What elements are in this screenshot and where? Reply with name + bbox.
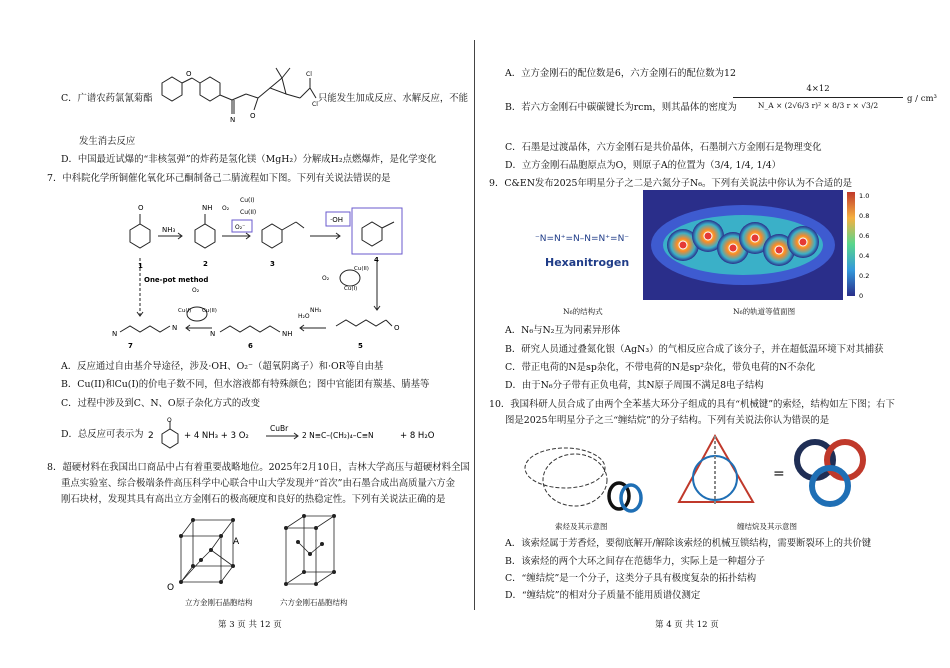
- density-formula: [733, 84, 903, 111]
- n6-formula: ⁻N=N⁺=N–N=N⁺=N⁻: [535, 234, 630, 244]
- density-unit: g / cm³: [907, 94, 937, 104]
- atom-a-label: A: [233, 537, 240, 547]
- eq-coefficient: 2: [148, 431, 154, 441]
- q9-stem: 9．C&EN发布2025年明星分子之二是六氮分子N₆。下列有关说法中你认为不合适的是: [489, 178, 852, 189]
- density-denominator: N_A × (2√6/3 r)² × 8/3 r × √3/2: [757, 101, 879, 110]
- q10-option-c: C．“缠结烷”是一个分子，这类分子具有极度复杂的拓扑结构: [505, 573, 757, 584]
- o2-mid-label: O₂: [192, 287, 200, 294]
- knot-structure: [675, 426, 875, 521]
- q8-stem-3: 刚石块材，发现其具有高出立方金刚石的极高硬度和良好的热稳定性。下列有关说法正确的是: [61, 494, 446, 505]
- cu1-top-label: Cu(I): [240, 197, 255, 204]
- q6-option-c-lead: C．广谱农药氯氰菊酯: [61, 93, 153, 104]
- catenane-structure: [515, 428, 645, 518]
- svg-text:N: N: [172, 324, 178, 332]
- svg-text:O: O: [394, 324, 400, 332]
- compound-5-label: 5: [358, 342, 363, 350]
- colorbar-tick-0: 1.0: [859, 192, 870, 200]
- cu1-right-label: Cu(I): [344, 286, 358, 292]
- cubic-diamond-cell: [165, 508, 245, 594]
- right-page-footer: 第 4 页 共 12 页: [655, 620, 719, 630]
- q7-option-d: D．总反应可表示为: [61, 429, 144, 440]
- svg-text:Cl: Cl: [306, 71, 312, 78]
- colorbar-tick-4: 0.2: [859, 272, 870, 280]
- h2o-label: H₂O: [298, 313, 310, 320]
- eq-product: 2 N≡C–(CH₂)₄–C≡N: [302, 431, 374, 440]
- compound-6-label: 6: [248, 342, 253, 350]
- q7-stem: 7．中科院化学所铜催化氧化环己酮制备己二腈流程如下图。下列有关说法错误的是: [47, 173, 391, 184]
- eq-reactants: + 4 NH₃ + 3 O₂: [184, 431, 249, 441]
- svg-text:N: N: [210, 330, 216, 338]
- nh3-bottom-label: NH₃: [310, 307, 322, 314]
- cu2-right-label: Cu(II): [354, 266, 369, 272]
- q6-option-c-tail: 只能发生加成反应、水解反应，不能: [318, 93, 469, 104]
- colorbar: [847, 190, 887, 300]
- cu1-mid-label: Cu(I): [178, 308, 192, 314]
- caption-hexagonal-diamond: 六方金刚石晶胞结构: [280, 598, 348, 607]
- q8-option-b: B．若六方金刚石中碳碳键长为rcm，则其晶体的密度为: [505, 102, 737, 113]
- o2-right-label: O₂: [322, 275, 330, 282]
- q7-option-a: A．反应通过自由基介导途径，涉及·OH、O₂⁻（超氧阴离子）和·OR等自由基: [61, 361, 384, 372]
- svg-text:O: O: [138, 204, 144, 212]
- eq-water: + 8 H₂O: [400, 431, 435, 441]
- q9-option-c: C．带正电荷的N是sp杂化，不带电荷的N是sp²杂化，带负电荷的N不杂化: [505, 362, 816, 373]
- q10-stem-1: 10．我国科研人员合成了由两个全苯基大环分子组成的具有“机械键”的索烃，结构如左下图；右下: [489, 399, 895, 410]
- hexagonal-diamond-cell: [276, 508, 346, 594]
- n6-orbital-map: [643, 190, 843, 300]
- q10-stem-2: 图是2025年明星分子之三“缠结烷”的分子结构。下列有关说法你认为错误的是: [505, 415, 830, 426]
- cu2-top-label: Cu(II): [240, 209, 257, 216]
- q7-reaction-scheme: [100, 188, 430, 353]
- right-page: [475, 0, 950, 668]
- caption-cubic-diamond: 立方金刚石晶胞结构: [185, 598, 253, 607]
- colorbar-tick-5: 0: [859, 292, 864, 300]
- caption-knot: 缠结烷及其示意图: [737, 522, 797, 531]
- svg-text:NH: NH: [282, 330, 293, 338]
- caption-n6-orbital: N₆的轨道等值面图: [733, 307, 796, 316]
- colorbar-tick-1: 0.8: [859, 212, 870, 220]
- compound-1-label: 1: [138, 262, 143, 270]
- svg-text:NH: NH: [202, 204, 213, 212]
- eq-catalyst: CuBr: [270, 424, 289, 433]
- density-numerator: 4×12: [806, 84, 830, 94]
- oh-label: ·OH: [330, 216, 343, 224]
- one-pot-label: One-pot method: [144, 276, 209, 284]
- left-page-footer: 第 3 页 共 12 页: [218, 620, 282, 630]
- caption-n6-structure: N₆的结构式: [563, 307, 603, 316]
- q9-option-d: D．由于N₆分子带有正负电荷，其N原子周围不满足8电子结构: [505, 380, 764, 391]
- q10-option-d: D．“缠结烷”的相对分子质量不能用质谱仪测定: [505, 590, 701, 601]
- q7-option-b: B．Cu(II)和Cu(I)的价电子数不同，但水溶液都有特殊颜色；图中官能团有羰基、腈基等: [61, 379, 430, 390]
- svg-text:O: O: [186, 70, 192, 78]
- q10-option-b: B．该索烃的两个大环之间存在范德华力，实际上是一种超分子: [505, 556, 766, 567]
- cypermethrin-structure: [150, 58, 320, 128]
- o2-minus-label: O₂⁻: [235, 224, 246, 231]
- compound-4-label: 4: [374, 256, 379, 264]
- svg-text:N: N: [112, 330, 118, 338]
- q10-option-a: A．该索烃属于芳香烃，要彻底解开/解除该索烃的机械互锁结构，需要断裂环上的共价键: [505, 538, 872, 549]
- q8-stem-1: 8．超硬材料在我国出口商品中占有着重要战略地位。2025年2月10日，吉林大学高压与超硬材料全国: [47, 462, 470, 473]
- nh3-label: NH₃: [162, 226, 176, 234]
- q6-option-d: D．中国最近试爆的“非核氢弹”的炸药是氢化镁（MgH₂）分解成H₂点燃爆炸，是化学变化: [61, 154, 437, 165]
- q8-option-d: D．立方金刚石晶胞原点为O，则原子A的位置为（3/4, 1/4, 1/4）: [505, 160, 782, 171]
- svg-text:O: O: [250, 112, 256, 120]
- hexanitrogen-name: Hexanitrogen: [545, 256, 630, 269]
- compound-7-label: 7: [128, 342, 133, 350]
- compound-3-label: 3: [270, 260, 275, 268]
- equals-sign: =: [773, 466, 785, 482]
- q8-option-c: C．石墨是过渡晶体，六方金刚石是共价晶体，石墨制六方金刚石是物理变化: [505, 142, 822, 153]
- q9-option-b: B．研究人员通过叠氮化银（AgN₃）的气相反应合成了该分子，并在超低温环境下对其捕获: [505, 344, 884, 355]
- q7-overall-equation: [148, 416, 448, 456]
- colorbar-tick-3: 0.4: [859, 252, 870, 260]
- o2-top-label: O₂: [222, 205, 230, 212]
- caption-catenane: 索烃及其示意图: [555, 522, 608, 531]
- svg-text:Cl: Cl: [312, 101, 318, 108]
- svg-text:O: O: [167, 417, 172, 424]
- colorbar-tick-2: 0.6: [859, 232, 870, 240]
- origin-o-label: O: [167, 583, 175, 593]
- q8-stem-2: 重点实验室、综合极端条件高压科学中心联合中山大学发现并“首次”由石墨合成出高质量六方金: [61, 478, 455, 489]
- svg-text:N: N: [230, 116, 236, 124]
- compound-2-label: 2: [203, 260, 208, 268]
- q8-option-a: A．立方金刚石的配位数是6，六方金刚石的配位数为12: [505, 68, 736, 79]
- q9-option-a: A．N₆与N₂互为同素异形体: [505, 325, 621, 336]
- q7-option-c: C．过程中涉及到C、N、O原子杂化方式的改变: [61, 398, 260, 409]
- cu2-mid-label: Cu(II): [202, 308, 217, 314]
- q6-option-c-end: 发生消去反应: [79, 136, 136, 147]
